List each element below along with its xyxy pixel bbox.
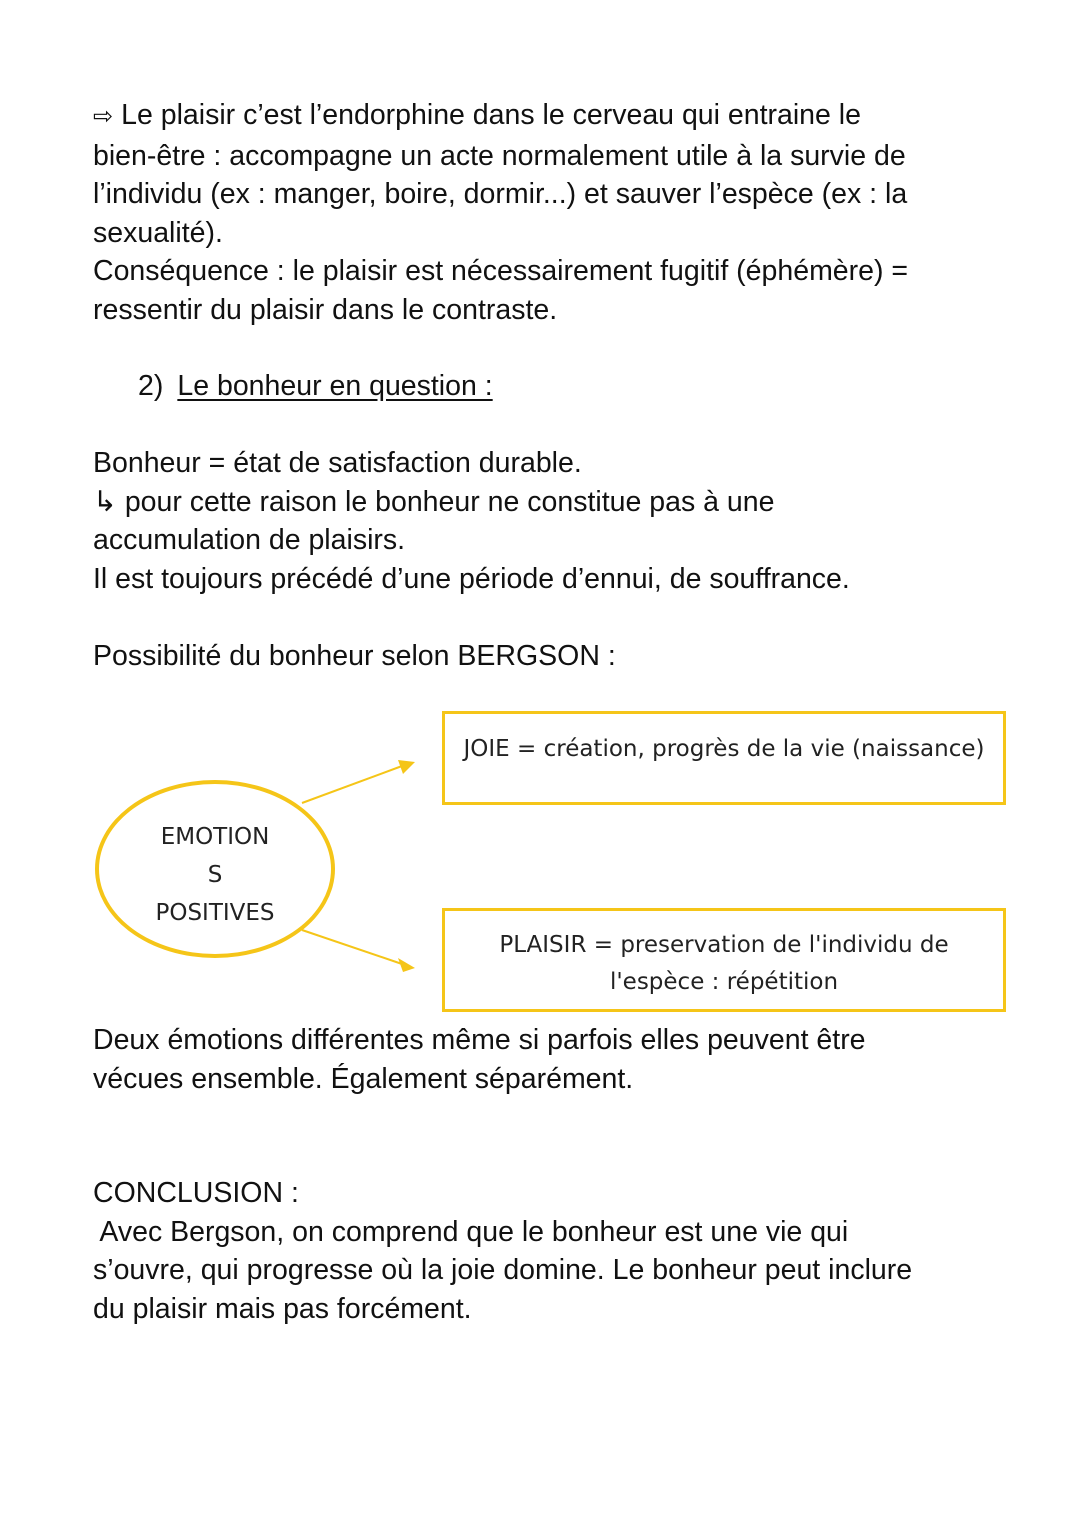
after-diagram-paragraph bbox=[93, 1021, 993, 1098]
arrow-line-joie bbox=[302, 766, 402, 803]
intro-line-3: l’individu (ex : manger, boire, dormir...) et sauver l’espèce (ex : la bbox=[93, 178, 908, 210]
intro-line-2: bien-être : accompagne un acte normalement utile à la survie de bbox=[93, 139, 906, 172]
intro-line-6: ressentir du plaisir dans le contraste. bbox=[93, 293, 558, 326]
arrowhead-plaisir-icon bbox=[398, 958, 415, 972]
bergson-intro: Possibilité du bonheur selon BERGSON : bbox=[93, 640, 616, 672]
ellipse-line-2: S bbox=[207, 862, 223, 888]
section-number: 2) bbox=[138, 370, 164, 402]
conclusion-line-2: s’ouvre, qui progresse où la joie domine. Le bonheur peut inclure bbox=[93, 1254, 913, 1286]
conclusion-label: CONCLUSION : bbox=[93, 1177, 299, 1209]
ellipse-line-3: POSITIVES bbox=[155, 900, 275, 926]
conclusion-line-3: du plaisir mais pas forcément. bbox=[93, 1292, 472, 1325]
plaisir-box bbox=[442, 908, 1006, 1012]
intro-line-1: ⇨ Le plaisir c’est l’endorphine dans le cerveau qui entraine le bbox=[93, 99, 861, 131]
emotions-positives-ellipse bbox=[95, 780, 335, 958]
arrowhead-joie-icon bbox=[398, 760, 415, 774]
arrow-line-plaisir bbox=[302, 930, 402, 964]
bonheur-line-2: ↳ pour cette raison le bonheur ne constitue pas à une bbox=[93, 485, 775, 518]
joie-box-text: JOIE = création, progrès de la vie (naissance) bbox=[463, 736, 985, 762]
conclusion-paragraph bbox=[93, 1174, 993, 1328]
bonheur-line-1: Bonheur = état de satisfaction durable. bbox=[93, 447, 582, 479]
bonheur-line-3: accumulation de plaisirs. bbox=[93, 524, 406, 556]
right-arrow-icon: ⇨ bbox=[93, 103, 114, 130]
plaisir-box-line-2: l'espèce : répétition bbox=[609, 969, 839, 995]
plaisir-box-line-1: PLAISIR = preservation de l'individu de bbox=[499, 932, 949, 958]
corner-arrow-icon: ↳ bbox=[93, 485, 117, 518]
after-line-1: Deux émotions différentes même si parfois elles peuvent être bbox=[93, 1024, 866, 1056]
conclusion-line-1: Avec Bergson, on comprend que le bonheur est une vie qui bbox=[93, 1215, 849, 1248]
joie-box bbox=[442, 711, 1006, 805]
bonheur-line-4: Il est toujours précédé d’une période d’ennui, de souffrance. bbox=[93, 562, 850, 595]
intro-line-4: sexualité). bbox=[93, 216, 223, 249]
ellipse-line-1: EMOTION bbox=[160, 824, 270, 850]
intro-line-5: Conséquence : le plaisir est nécessairement fugitif (éphémère) = bbox=[93, 255, 909, 287]
after-line-2: vécues ensemble. Également séparément. bbox=[93, 1062, 634, 1095]
section-title: Le bonheur en question : bbox=[177, 370, 493, 402]
